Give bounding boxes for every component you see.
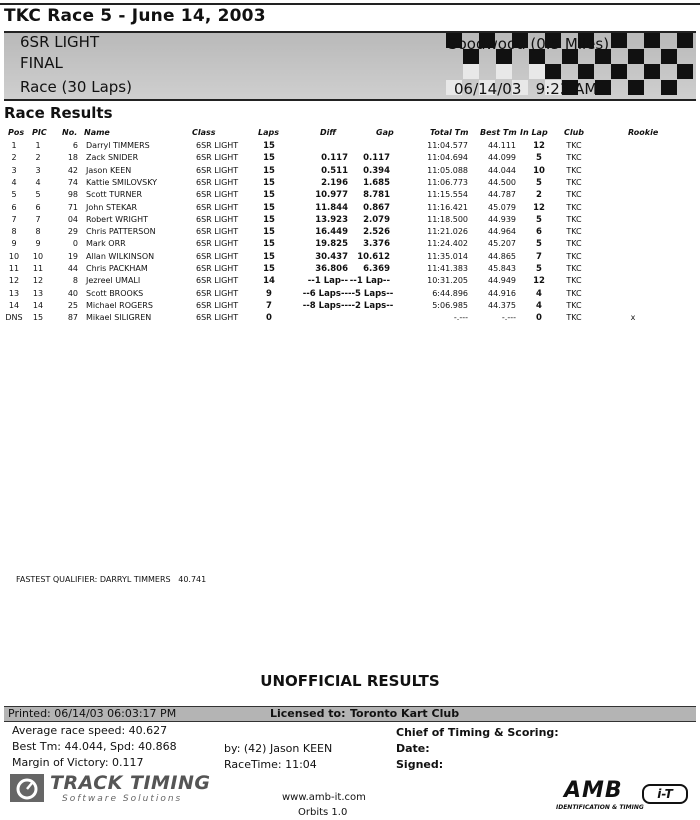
cell-total-time: 11:24.402 <box>427 239 468 249</box>
class-name: 6SR LIGHT <box>20 33 100 51</box>
cell-in-lap: 7 <box>536 251 542 262</box>
cell-gap: 0.867 <box>363 202 390 213</box>
cell-best-time: 45.207 <box>488 239 516 249</box>
cell-best-time: 44.787 <box>488 190 516 200</box>
cell-driver-name: Scott TURNER <box>86 190 143 200</box>
cell-best-time: 44.500 <box>488 177 516 187</box>
cell-total-time: 11:05.088 <box>427 165 468 175</box>
cell-number: 44 <box>67 264 78 273</box>
printed-timestamp: Printed: 06/14/03 06:03:17 PM <box>8 707 177 720</box>
cell-class: 6SR LIGHT <box>196 190 239 200</box>
cell-pos: 4 <box>11 177 17 187</box>
cell-laps: 15 <box>263 190 275 201</box>
cell-diff: 19.825 <box>315 239 348 250</box>
amb-it-badge: i-T <box>642 784 688 804</box>
cell-pic: 11 <box>32 264 44 273</box>
cell-gap: 1.685 <box>363 177 390 188</box>
table-row <box>0 301 700 313</box>
cell-club: TKC <box>566 264 582 273</box>
checker-square <box>677 64 693 79</box>
cell-pos: 10 <box>8 251 20 261</box>
software-version: Orbits 1.0 <box>298 807 348 818</box>
table-row <box>0 203 700 215</box>
table-row <box>0 239 700 251</box>
checker-square <box>578 64 594 79</box>
checker-square <box>496 64 512 79</box>
cell-class: 6SR LIGHT <box>196 214 239 224</box>
cell-number: 42 <box>67 165 78 175</box>
signed-label: Signed: <box>396 758 444 771</box>
licensed-to: Toronto Kart Club <box>350 707 460 720</box>
cell-best-time: 45.843 <box>488 264 516 273</box>
table-row <box>0 141 700 153</box>
cell-diff: 11.844 <box>315 202 348 213</box>
col-diff: Diff <box>320 128 337 137</box>
cell-pos: 11 <box>8 264 20 273</box>
cell-driver-name: Robert WRIGHT <box>86 214 148 224</box>
cell-gap: 8.781 <box>363 190 390 201</box>
cell-gap: --1 Lap-- <box>349 276 390 287</box>
cell-club: TKC <box>566 313 582 323</box>
cell-laps: 14 <box>263 276 275 287</box>
cell-driver-name: Allan WILKINSON <box>86 251 155 261</box>
cell-number: 87 <box>67 313 78 323</box>
cell-diff: 30.437 <box>315 251 348 262</box>
col-name: Name <box>84 128 110 137</box>
cell-driver-name: Chris PATTERSON <box>86 227 156 237</box>
cell-pos: 1 <box>11 141 17 150</box>
cell-gap: 10.612 <box>357 251 390 262</box>
track-timing-name: TRACK TIMING <box>50 772 211 794</box>
cell-best-time: 44.865 <box>488 251 516 261</box>
cell-pic: 9 <box>35 239 41 249</box>
table-row <box>0 289 700 301</box>
table-row <box>0 313 700 325</box>
checker-square <box>611 33 627 48</box>
cell-class: 6SR LIGHT <box>196 251 239 261</box>
amb-tagline: IDENTIFICATION & TIMING <box>556 804 644 811</box>
cell-laps: 15 <box>263 214 275 225</box>
cell-class: 6SR LIGHT <box>196 177 239 187</box>
cell-club: TKC <box>566 227 582 237</box>
cell-laps: 7 <box>266 300 272 311</box>
cell-total-time: 11:15.554 <box>427 190 468 200</box>
cell-class: 6SR LIGHT <box>196 264 239 273</box>
cell-gap: --2 Laps-- <box>348 300 394 311</box>
cell-laps: 15 <box>263 141 275 151</box>
cell-number: 6 <box>72 141 78 150</box>
cell-in-lap: 12 <box>533 141 545 151</box>
track-timing-tagline: Software Solutions <box>62 794 183 804</box>
cell-best-time: 44.099 <box>488 153 516 163</box>
cell-total-time: 10:31.205 <box>427 276 468 286</box>
cell-class: 6SR LIGHT <box>196 300 239 310</box>
average-speed: Average race speed: 40.627 <box>12 724 168 737</box>
cell-driver-name: Darryl TIMMERS <box>86 141 150 150</box>
cell-pos: 14 <box>8 300 20 310</box>
cell-club: TKC <box>566 239 582 249</box>
cell-class: 6SR LIGHT <box>196 202 239 212</box>
cell-gap: 0.394 <box>363 165 390 176</box>
cell-laps: 0 <box>266 313 272 324</box>
cell-driver-name: John STEKAR <box>86 202 138 212</box>
col-class: Class <box>192 128 216 137</box>
cell-number: 40 <box>67 288 78 298</box>
cell-pic: 1 <box>35 141 41 150</box>
cell-number: 71 <box>67 202 78 212</box>
cell-in-lap: 4 <box>536 300 542 311</box>
col-no: No. <box>62 128 78 137</box>
cell-club: TKC <box>566 288 582 298</box>
cell-laps: 15 <box>263 165 275 176</box>
cell-laps: 15 <box>263 227 275 238</box>
race-description: Race (30 Laps) <box>20 78 132 96</box>
cell-total-time: 11:04.694 <box>427 153 468 163</box>
cell-in-lap: 5 <box>536 153 542 164</box>
cell-class: 6SR LIGHT <box>196 141 239 150</box>
cell-gap: 2.526 <box>363 227 390 238</box>
cell-class: 6SR LIGHT <box>196 239 239 249</box>
cell-diff: 36.806 <box>315 264 348 274</box>
cell-club: TKC <box>566 300 582 310</box>
race-time: RaceTime: 11:04 <box>224 758 317 771</box>
checker-square <box>677 33 693 48</box>
best-time: Best Tm: 44.044, Spd: 40.868 <box>12 740 177 753</box>
cell-driver-name: Michael ROGERS <box>86 300 153 310</box>
checker-square <box>661 49 677 64</box>
checker-square <box>529 64 545 79</box>
race-datetime: 06/14/03 9:23 AM <box>454 80 598 98</box>
cell-pos: 8 <box>11 227 17 237</box>
cell-total-time: 11:04.577 <box>427 141 468 150</box>
cell-number: 74 <box>67 177 78 187</box>
cell-in-lap: 0 <box>536 313 542 324</box>
table-row <box>0 252 700 264</box>
cell-pic: 4 <box>35 177 41 187</box>
cell-diff: 10.977 <box>315 190 348 201</box>
col-total-time: Total Tm <box>430 128 469 137</box>
cell-in-lap: 12 <box>533 202 545 213</box>
cell-pic: 10 <box>32 251 44 261</box>
cell-in-lap: 2 <box>536 190 542 201</box>
cell-driver-name: Kattie SMILOVSKY <box>86 177 158 187</box>
cell-total-time: 11:06.773 <box>427 177 468 187</box>
cell-gap: 3.376 <box>363 239 390 250</box>
margin-of-victory: Margin of Victory: 0.117 <box>12 756 144 769</box>
checker-square <box>463 64 479 79</box>
cell-gap: 2.079 <box>363 214 390 225</box>
cell-number: 19 <box>67 251 78 261</box>
col-rookie: Rookie <box>628 128 659 137</box>
cell-pic: 2 <box>35 153 41 163</box>
cell-class: 6SR LIGHT <box>196 165 239 175</box>
cell-total-time: 11:21.026 <box>427 227 468 237</box>
cell-best-time: 44.916 <box>488 288 516 298</box>
cell-pic: 14 <box>32 300 44 310</box>
cell-driver-name: Jezreel UMALI <box>86 276 141 286</box>
checker-square <box>545 64 561 79</box>
cell-club: TKC <box>566 141 582 150</box>
cell-laps: 15 <box>263 239 275 250</box>
cell-class: 6SR LIGHT <box>196 276 239 286</box>
cell-pos: 6 <box>11 202 17 212</box>
cell-laps: 9 <box>266 288 272 299</box>
cell-pos: 5 <box>11 190 17 200</box>
cell-best-time: 44.939 <box>488 214 516 224</box>
col-gap: Gap <box>376 128 394 137</box>
cell-driver-name: Jason KEEN <box>86 165 132 175</box>
table-row <box>0 264 700 276</box>
date-label: Date: <box>396 742 430 755</box>
col-best-time: Best Tm <box>480 128 517 137</box>
cell-pic: 8 <box>35 227 41 237</box>
cell-club: TKC <box>566 153 582 163</box>
cell-driver-name: Mikael SILIGREN <box>86 313 152 323</box>
cell-total-time: 11:16.421 <box>427 202 468 212</box>
col-in-lap: In Lap <box>520 128 548 137</box>
cell-laps: 15 <box>263 153 275 164</box>
table-row <box>0 276 700 288</box>
cell-in-lap: 12 <box>533 276 545 287</box>
checker-square <box>628 49 644 64</box>
top-rule <box>0 3 700 5</box>
cell-driver-name: Scott BROOKS <box>86 288 144 298</box>
stopwatch-icon <box>10 774 44 802</box>
col-laps: Laps <box>258 128 279 137</box>
cell-number: 25 <box>67 300 78 310</box>
checker-square <box>628 80 644 95</box>
cell-total-time: 11:35.014 <box>427 251 468 261</box>
cell-total-time: 11:41.383 <box>427 264 468 273</box>
cell-diff: 13.923 <box>315 214 348 225</box>
cell-driver-name: Mark ORR <box>86 239 126 249</box>
table-row <box>0 153 700 165</box>
cell-in-lap: 5 <box>536 264 542 274</box>
cell-club: TKC <box>566 202 582 212</box>
cell-rookie: x <box>630 313 636 323</box>
cell-gap: --5 Laps-- <box>348 288 394 299</box>
website-url: www.amb-it.com <box>282 792 366 803</box>
cell-in-lap: 5 <box>536 239 542 250</box>
checker-square <box>661 80 677 95</box>
cell-club: TKC <box>566 190 582 200</box>
cell-best-time: 44.964 <box>488 227 516 237</box>
cell-best-time: 44.111 <box>488 141 516 150</box>
cell-number: 98 <box>67 190 78 200</box>
cell-laps: 15 <box>263 177 275 188</box>
table-row <box>0 190 700 202</box>
cell-laps: 15 <box>263 251 275 262</box>
cell-number: 29 <box>67 227 78 237</box>
checker-square <box>644 33 660 48</box>
table-row <box>0 166 700 178</box>
results-section-title: Race Results <box>4 104 113 122</box>
table-row <box>0 215 700 227</box>
best-time-by: by: (42) Jason KEEN <box>224 742 333 755</box>
cell-pic: 3 <box>35 165 41 175</box>
cell-gap: 6.369 <box>363 264 390 274</box>
cell-pic: 12 <box>32 276 44 286</box>
col-club: Club <box>564 128 585 137</box>
cell-total-time: 11:18.500 <box>427 214 468 224</box>
col-pic: PIC <box>32 128 47 137</box>
cell-gap: 0.117 <box>363 153 390 164</box>
cell-pos: 9 <box>11 239 17 249</box>
cell-number: 18 <box>67 153 78 163</box>
cell-best-time: 44.375 <box>488 300 516 310</box>
cell-pos: 3 <box>11 165 17 175</box>
track-name: Goodwood (0.5 Miles) <box>446 35 610 53</box>
cell-best-time: 44.044 <box>488 165 516 175</box>
cell-diff: --8 Laps-- <box>302 300 348 311</box>
licensed-label: Licensed to: <box>270 707 346 720</box>
cell-number: 04 <box>67 214 78 224</box>
cell-diff: 16.449 <box>315 227 348 238</box>
cell-total-time: 6:44.896 <box>432 288 468 298</box>
page-title: TKC Race 5 - June 14, 2003 <box>4 6 266 26</box>
cell-in-lap: 10 <box>533 165 545 176</box>
cell-pic: 6 <box>35 202 41 212</box>
table-row <box>0 178 700 190</box>
cell-best-time: -.--- <box>501 313 516 323</box>
cell-class: 6SR LIGHT <box>196 288 239 298</box>
cell-club: TKC <box>566 276 582 286</box>
cell-pos: 2 <box>11 153 17 163</box>
cell-in-lap: 4 <box>536 288 542 299</box>
cell-pic: 7 <box>35 214 41 224</box>
cell-total-time: -.--- <box>453 313 468 323</box>
chief-of-timing-label: Chief of Timing & Scoring: <box>396 726 559 739</box>
cell-in-lap: 5 <box>536 177 542 188</box>
cell-best-time: 45.079 <box>488 202 516 212</box>
table-row <box>0 227 700 239</box>
cell-best-time: 44.949 <box>488 276 516 286</box>
cell-driver-name: Zack SNIDER <box>86 153 139 163</box>
cell-pic: 13 <box>32 288 44 298</box>
cell-club: TKC <box>566 251 582 261</box>
cell-club: TKC <box>566 214 582 224</box>
session-name: FINAL <box>20 54 63 72</box>
cell-number: 0 <box>72 239 78 249</box>
cell-pos: 7 <box>11 214 17 224</box>
cell-diff: 2.196 <box>321 177 348 188</box>
cell-class: 6SR LIGHT <box>196 313 239 323</box>
cell-total-time: 5:06.985 <box>432 300 468 310</box>
fastest-qualifier: FASTEST QUALIFIER: DARRYL TIMMERS 40.741 <box>16 575 207 584</box>
cell-diff: 0.511 <box>321 165 348 176</box>
cell-driver-name: Chris PACKHAM <box>86 264 148 273</box>
checker-square <box>611 64 627 79</box>
unofficial-results-notice: UNOFFICIAL RESULTS <box>260 672 440 690</box>
cell-club: TKC <box>566 177 582 187</box>
cell-number: 8 <box>72 276 78 286</box>
cell-diff: --1 Lap-- <box>307 276 348 287</box>
cell-pos: 13 <box>8 288 20 298</box>
cell-in-lap: 5 <box>536 214 542 225</box>
cell-club: TKC <box>566 165 582 175</box>
cell-laps: 15 <box>263 264 275 274</box>
cell-diff: 0.117 <box>321 153 348 164</box>
amb-logo <box>556 780 692 814</box>
cell-class: 6SR LIGHT <box>196 227 239 237</box>
cell-pic: 15 <box>32 313 44 323</box>
col-pos: Pos <box>8 128 25 137</box>
cell-pos: 12 <box>8 276 20 286</box>
cell-in-lap: 6 <box>536 227 542 238</box>
cell-pos: DNS <box>5 313 23 323</box>
cell-diff: --6 Laps-- <box>302 288 348 299</box>
cell-laps: 15 <box>263 202 275 213</box>
amb-logo-text: AMB <box>564 778 623 803</box>
cell-pic: 5 <box>35 190 41 200</box>
checker-square <box>644 64 660 79</box>
cell-class: 6SR LIGHT <box>196 153 239 163</box>
